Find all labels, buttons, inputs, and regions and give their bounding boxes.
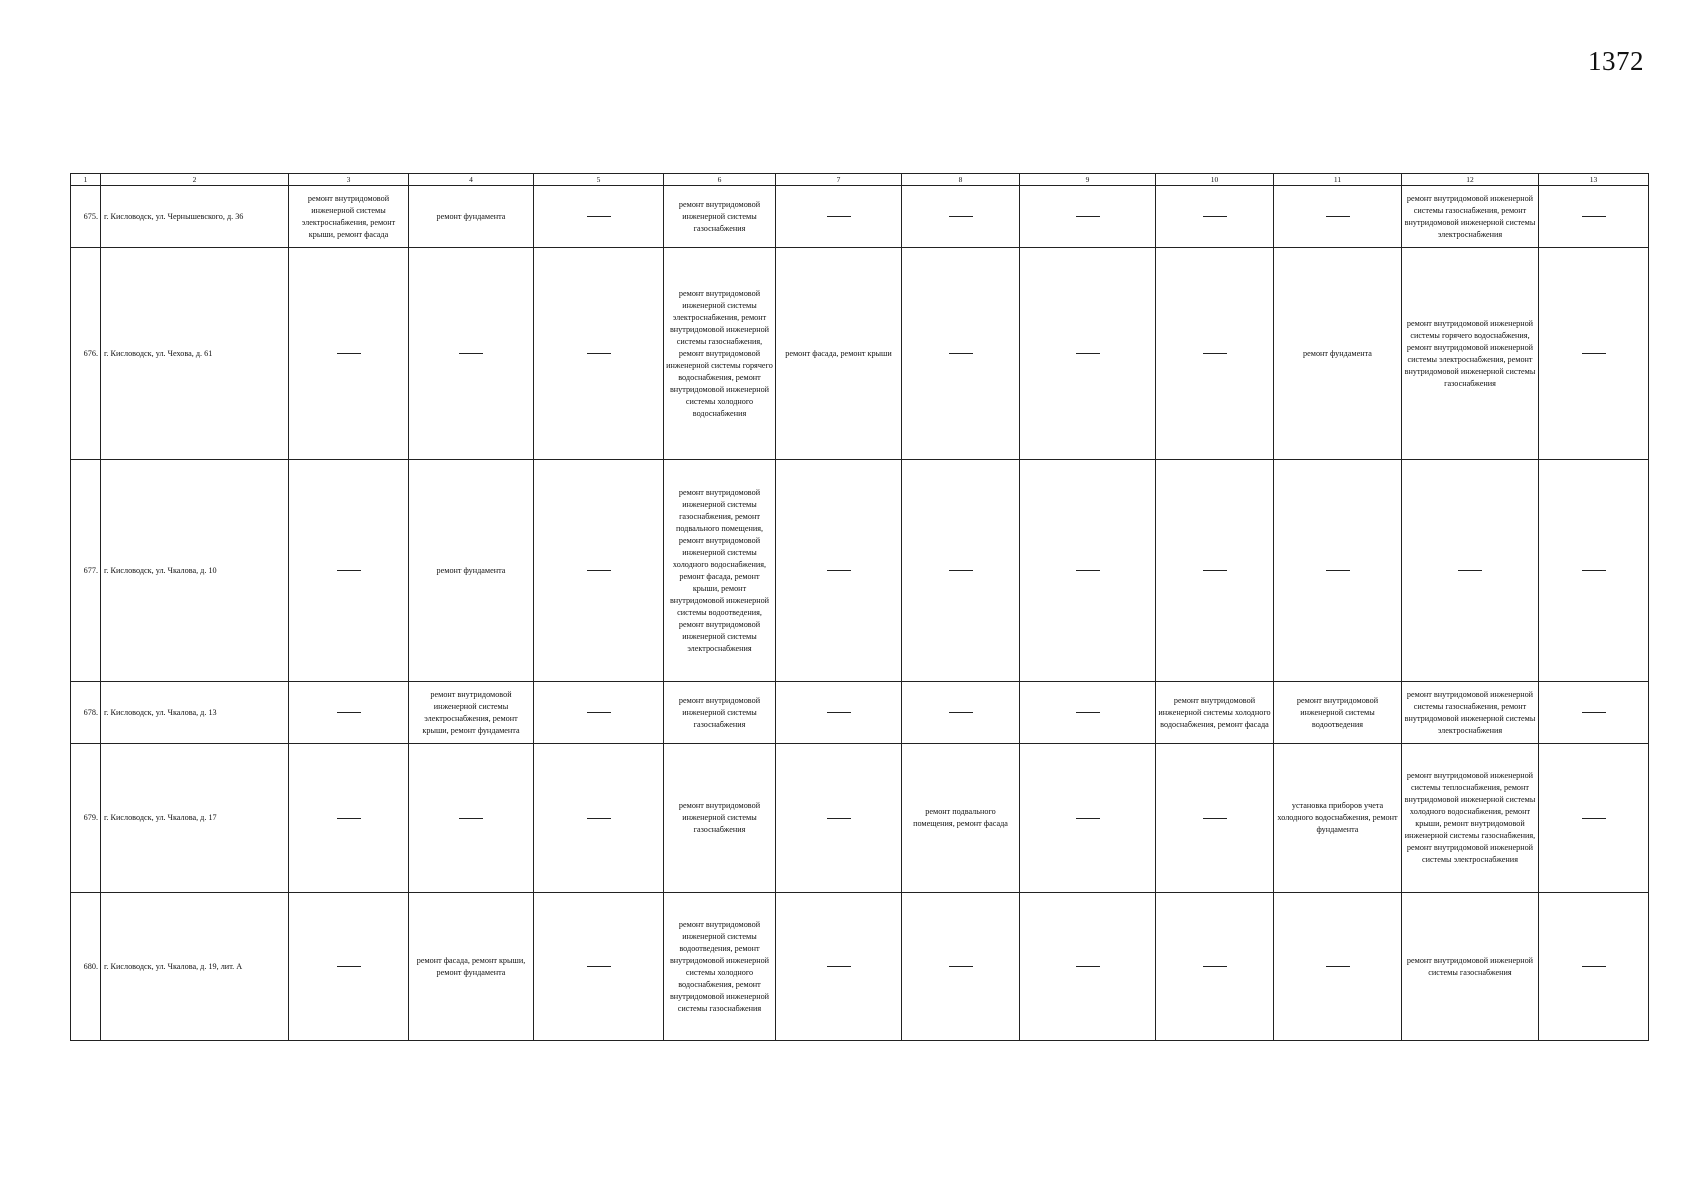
- dash-mark: [827, 570, 851, 571]
- empty-cell: [1402, 460, 1539, 682]
- work-cell: ремонт внутридомовой инженерной системы холодного водоснабжения, ремонт фасада: [1156, 682, 1274, 744]
- column-number: 3: [289, 174, 409, 186]
- dash-mark: [337, 712, 361, 713]
- work-cell: ремонт фундамента: [409, 186, 534, 248]
- empty-cell: [1020, 744, 1156, 893]
- table-body: [71, 186, 1649, 1041]
- column-number: 11: [1274, 174, 1402, 186]
- work-cell: ремонт фасада, ремонт крыши: [776, 248, 902, 460]
- empty-cell: [1020, 682, 1156, 744]
- empty-cell: [534, 186, 664, 248]
- row-number: 675.: [71, 186, 101, 248]
- empty-cell: [289, 893, 409, 1041]
- column-number: 7: [776, 174, 902, 186]
- dash-mark: [1203, 353, 1227, 354]
- row-number: 676.: [71, 248, 101, 460]
- column-number: 10: [1156, 174, 1274, 186]
- dash-mark: [1458, 570, 1482, 571]
- row-number: 678.: [71, 682, 101, 744]
- empty-cell: [902, 893, 1020, 1041]
- work-cell: ремонт внутридомовой инженерной системы газоснабжения: [664, 744, 776, 893]
- empty-cell: [1539, 893, 1649, 1041]
- table-row: [71, 248, 1649, 460]
- empty-cell: [902, 460, 1020, 682]
- work-cell: ремонт внутридомовой инженерной системы теплоснабжения, ремонт внутридомовой инженерной системы холодного водоснабжения, ремонт крыши, ремонт внутридомовой инженерной системы газоснабжения, ремонт внутридомовой инженерной системы электроснабжения: [1402, 744, 1539, 893]
- dash-mark: [1582, 818, 1606, 819]
- dash-mark: [1582, 966, 1606, 967]
- empty-cell: [289, 682, 409, 744]
- empty-cell: [1156, 186, 1274, 248]
- dash-mark: [587, 712, 611, 713]
- row-number: 677.: [71, 460, 101, 682]
- address-cell: г. Кисловодск, ул. Чкалова, д. 13: [101, 682, 289, 744]
- empty-cell: [1156, 744, 1274, 893]
- empty-cell: [409, 248, 534, 460]
- dash-mark: [337, 818, 361, 819]
- column-number: 13: [1539, 174, 1649, 186]
- empty-cell: [409, 744, 534, 893]
- column-number: 5: [534, 174, 664, 186]
- address-cell: г. Кисловодск, ул. Чернышевского, д. 36: [101, 186, 289, 248]
- empty-cell: [902, 682, 1020, 744]
- column-number-row: [71, 174, 1649, 186]
- empty-cell: [534, 460, 664, 682]
- column-number: 9: [1020, 174, 1156, 186]
- empty-cell: [1020, 248, 1156, 460]
- empty-cell: [1020, 186, 1156, 248]
- work-cell: ремонт внутридомовой инженерной системы газоснабжения: [1402, 893, 1539, 1041]
- dash-mark: [459, 818, 483, 819]
- work-cell: ремонт фундамента: [1274, 248, 1402, 460]
- address-cell: г. Кисловодск, ул. Чкалова, д. 10: [101, 460, 289, 682]
- work-cell: ремонт внутридомовой инженерной системы газоснабжения, ремонт внутридомовой инженерной системы электроснабжения: [1402, 186, 1539, 248]
- empty-cell: [1539, 744, 1649, 893]
- dash-mark: [1582, 353, 1606, 354]
- page-number: 1372: [1588, 46, 1644, 76]
- dash-mark: [337, 353, 361, 354]
- empty-cell: [1156, 893, 1274, 1041]
- table-row: [71, 682, 1649, 744]
- column-number: 1: [71, 174, 101, 186]
- work-cell: ремонт внутридомовой инженерной системы электроснабжения, ремонт крыши, ремонт фундамента: [409, 682, 534, 744]
- dash-mark: [1326, 966, 1350, 967]
- work-cell: ремонт внутридомовой инженерной системы водоотведения, ремонт внутридомовой инженерной системы холодного водоснабжения, ремонт внутридомовой инженерной системы газоснабжения: [664, 893, 776, 1041]
- work-cell: ремонт внутридомовой инженерной системы электроснабжения, ремонт внутридомовой инженерной системы газоснабжения, ремонт внутридомовой инженерной системы горячего водоснабжения, ремонт внутридомовой инженерной системы холодного водоснабжения: [664, 248, 776, 460]
- dash-mark: [1076, 966, 1100, 967]
- column-number: 6: [664, 174, 776, 186]
- column-number: 4: [409, 174, 534, 186]
- dash-mark: [587, 966, 611, 967]
- dash-mark: [337, 966, 361, 967]
- dash-mark: [587, 818, 611, 819]
- empty-cell: [776, 186, 902, 248]
- dash-mark: [1203, 818, 1227, 819]
- dash-mark: [827, 966, 851, 967]
- dash-mark: [949, 353, 973, 354]
- column-number: 12: [1402, 174, 1539, 186]
- empty-cell: [289, 248, 409, 460]
- address-cell: г. Кисловодск, ул. Чкалова, д. 17: [101, 744, 289, 893]
- empty-cell: [776, 893, 902, 1041]
- table-row: [71, 744, 1649, 893]
- dash-mark: [949, 570, 973, 571]
- table-row: [71, 893, 1649, 1041]
- dash-mark: [587, 353, 611, 354]
- empty-cell: [1156, 248, 1274, 460]
- row-number: 679.: [71, 744, 101, 893]
- dash-mark: [1203, 966, 1227, 967]
- dash-mark: [459, 353, 483, 354]
- empty-cell: [776, 460, 902, 682]
- dash-mark: [1076, 353, 1100, 354]
- empty-cell: [776, 744, 902, 893]
- dash-mark: [1076, 570, 1100, 571]
- address-cell: г. Кисловодск, ул. Чехова, д. 61: [101, 248, 289, 460]
- table-row: [71, 186, 1649, 248]
- dash-mark: [1203, 216, 1227, 217]
- dash-mark: [1326, 570, 1350, 571]
- empty-cell: [1156, 460, 1274, 682]
- work-cell: ремонт внутридомовой инженерной системы газоснабжения, ремонт внутридомовой инженерной системы электроснабжения: [1402, 682, 1539, 744]
- dash-mark: [949, 216, 973, 217]
- empty-cell: [289, 744, 409, 893]
- dash-mark: [1076, 818, 1100, 819]
- dash-mark: [949, 966, 973, 967]
- dash-mark: [827, 216, 851, 217]
- dash-mark: [1582, 712, 1606, 713]
- dash-mark: [337, 570, 361, 571]
- empty-cell: [1539, 682, 1649, 744]
- column-number: 2: [101, 174, 289, 186]
- dash-mark: [1076, 216, 1100, 217]
- dash-mark: [827, 712, 851, 713]
- work-cell: ремонт внутридомовой инженерной системы электроснабжения, ремонт крыши, ремонт фасада: [289, 186, 409, 248]
- row-number: 680.: [71, 893, 101, 1041]
- empty-cell: [902, 186, 1020, 248]
- dash-mark: [587, 216, 611, 217]
- work-cell: ремонт внутридомовой инженерной системы газоснабжения: [664, 682, 776, 744]
- work-cell: ремонт внутридомовой инженерной системы газоснабжения: [664, 186, 776, 248]
- work-cell: ремонт внутридомовой инженерной системы газоснабжения, ремонт подвального помещения, ремонт внутридомовой инженерной системы холодного водоснабжения, ремонт фасада, ремонт крыши, ремонт внутридомовой инженерной системы водоотведения, ремонт внутридомовой инженерной системы электроснабжения: [664, 460, 776, 682]
- work-cell: ремонт внутридомовой инженерной системы водоотведения: [1274, 682, 1402, 744]
- dash-mark: [1326, 216, 1350, 217]
- empty-cell: [776, 682, 902, 744]
- empty-cell: [902, 248, 1020, 460]
- empty-cell: [1539, 248, 1649, 460]
- table-row: [71, 460, 1649, 682]
- empty-cell: [534, 893, 664, 1041]
- empty-cell: [534, 744, 664, 893]
- empty-cell: [289, 460, 409, 682]
- empty-cell: [534, 248, 664, 460]
- dash-mark: [827, 818, 851, 819]
- empty-cell: [1274, 460, 1402, 682]
- empty-cell: [1539, 186, 1649, 248]
- column-number: 8: [902, 174, 1020, 186]
- work-cell: ремонт подвального помещения, ремонт фасада: [902, 744, 1020, 893]
- dash-mark: [1076, 712, 1100, 713]
- dash-mark: [1203, 570, 1227, 571]
- empty-cell: [534, 682, 664, 744]
- dash-mark: [949, 712, 973, 713]
- empty-cell: [1020, 460, 1156, 682]
- empty-cell: [1539, 460, 1649, 682]
- dash-mark: [1582, 570, 1606, 571]
- empty-cell: [1020, 893, 1156, 1041]
- empty-cell: [1274, 893, 1402, 1041]
- dash-mark: [1582, 216, 1606, 217]
- work-cell: ремонт фасада, ремонт крыши, ремонт фундамента: [409, 893, 534, 1041]
- work-cell: ремонт фундамента: [409, 460, 534, 682]
- table-header: [71, 174, 1649, 186]
- work-cell: ремонт внутридомовой инженерной системы горячего водоснабжения, ремонт внутридомовой инженерной системы электроснабжения, ремонт внутридомовой инженерной системы газоснабжения: [1402, 248, 1539, 460]
- empty-cell: [1274, 186, 1402, 248]
- dash-mark: [587, 570, 611, 571]
- repair-schedule-table: [70, 173, 1649, 1041]
- work-cell: установка приборов учета холодного водоснабжения, ремонт фундамента: [1274, 744, 1402, 893]
- address-cell: г. Кисловодск, ул. Чкалова, д. 19, лит. А: [101, 893, 289, 1041]
